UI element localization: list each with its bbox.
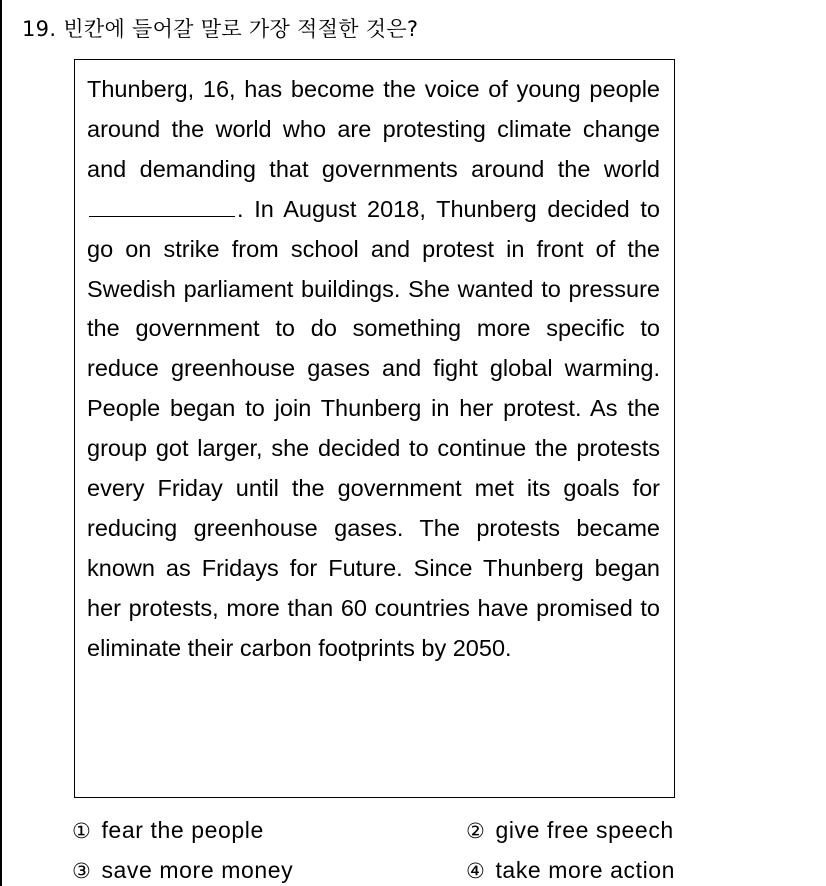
answer-blank [89, 196, 235, 217]
question-title: 19. 빈칸에 들어갈 말로 가장 적절한 것은? [22, 17, 419, 41]
passage-text-before-blank: Thunberg, 16, has become the voice of young people around the world who are protesting climate change and demanding that governments around the world [87, 76, 660, 182]
option-2-number: ② [466, 819, 486, 843]
option-4-text: take more action [495, 857, 676, 883]
option-1[interactable] [72, 815, 264, 846]
option-3[interactable] [72, 855, 293, 886]
option-1-text: fear the people [101, 817, 264, 843]
option-2-text: give free speech [495, 817, 674, 843]
passage-text-after-blank: . In August 2018, Thunberg decided to go on strike from school and protest in front of the Swedish parliament buildings. She wanted to pressure the government to do something more specific to reduce greenhouse gases and fight global warming. People began to join Thunberg in her protest. As the group got larger, she decided to continue the protests every Friday until the government met its goals for reducing greenhouse gases. The protests became known as Fridays for Future. Since Thunberg began her protests, more than 60 countries have promised to eliminate their carbon footprints by 2050. [87, 195, 660, 661]
option-1-number: ① [72, 819, 92, 843]
passage-text [87, 70, 660, 669]
option-3-number: ③ [72, 859, 92, 883]
option-4-number: ④ [466, 859, 486, 883]
option-4[interactable] [466, 855, 675, 886]
passage-box [74, 59, 675, 798]
option-3-text: save more money [101, 857, 294, 883]
left-margin-rule [0, 0, 2, 886]
option-2[interactable] [466, 815, 674, 846]
